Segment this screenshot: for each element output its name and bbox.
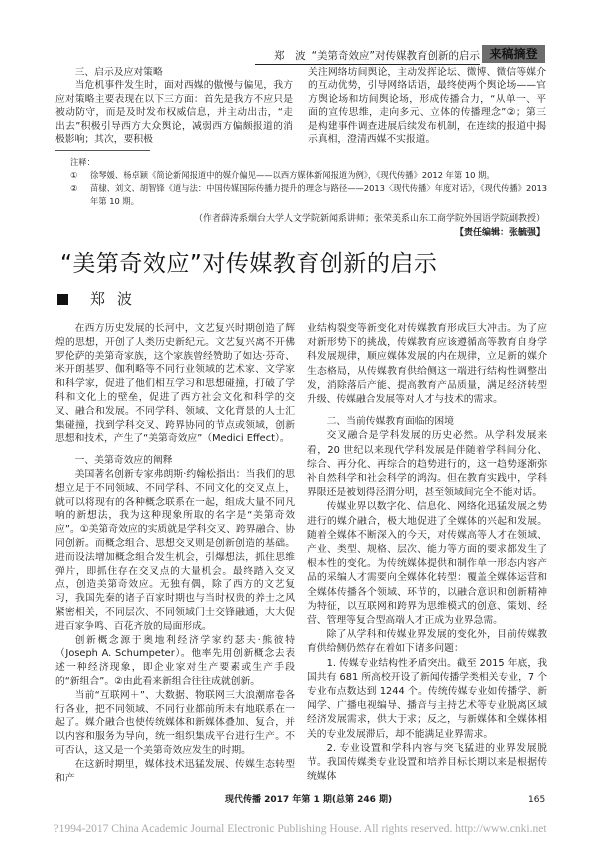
section-heading: 一、美第奇效应的阐释 [74,455,173,467]
running-head [255,48,480,65]
prev-article-left-column [55,66,293,146]
article-title: “美第奇效应”对传媒教育创新的启示 [60,251,438,277]
paragraph: 创新概念源于奥地利经济学家约瑟夫·熊彼特（Joseph A. Schumpeter）。他率先用创新概念去表述一种经济现象，即企业家对生产要素或生产手段的“新组合”。②由此看来新组合往往成就创新。 [55,634,295,687]
running-head-title: “美第奇效应”对传媒教育创新的启示 [311,50,480,62]
author-note: （作者薛涛系烟台大学人文学院新闻系讲师；张荣美系山东工商学院外国语学院副教授） [193,214,545,224]
paragraph: 业结构裂变等新变化对传媒教育形成巨大冲击。为了应对新形势下的挑战，传媒教育应该遵循高等教育自身学科发展规律，顺应媒体发展的内在规律，立足新的媒介生态格局，从传媒教育供给侧这一端进行结构性调整出发，消除落后产能、提高教育产品质量，满足经济转型升级、传媒融合发展等对人才与技术的需求。 [307,323,547,406]
paragraph: 交叉融合是学科发展的历史必然。从学科发展来看，20 世纪以来现代学科发展是伴随着学科间分化、综合、再分化、再综合的趋势进行的，这一趋势逐渐弥补自然科学和社会科学的鸿沟。但在教育实践中，学科界限还是被划得泾渭分明，甚至领域间完全不能对话。 [307,430,547,499]
paragraph: 美国著名创新专家弗朗斯·约翰松指出：当我们的思想立足于不同领域、不同学科、不同文化的交叉点上，就可以将现有的各种概念联系在一起，组成大量不同凡响的新想法，我为这种现象所取的名字是“美第奇效应”。①美第奇效应的实质就是学科交叉、跨界融合、协同创新。而概念组合、思想交叉则是创新创造的基础。进而设法增加概念组合发生机会，引爆想法，抓住思维弹片，即抓住存在交叉点的大量机会。最终踏入交叉点，创造美第奇效应。无独有偶，除了西方的文艺复习，我国先秦的诸子百家时期也与当时权贵的养士之风紧密相关，不同层次、不同领域门士交锋融通，大大促进百家争鸣、百花齐放的局面形成。 [55,468,295,632]
note-number: ① [70,170,78,180]
paragraph: 1. 传媒专业结构性矛盾突出。截至 2015 年底，我国共有 681 所高校开设了新闻传播学类相关专业，7 个专业布点数达到 1244 个。传统传媒专业如传播学、新闻学、广播电视编导、播音与主持艺术等专业脱离区域经济发展需求，供大于求；反之，与新媒体和全媒体相关的专业发展滞后，却不能满足业界需求。 [307,657,548,740]
paragraph: 当前“互联网＋”、大数据、物联网三大浪潮席卷各行各业，把不同领域、不同行业都前所未有地联系在一起了。媒介融合也使传统媒体和新媒体叠加、复合，并以内容和服务为导向，统一组织集成平台进行生产。不可否认，这又是一个美第奇效应发生的时期。 [55,689,295,756]
article-right-column [307,322,547,785]
section-gap [55,446,295,454]
running-head-author: 郑 波 [274,50,306,62]
notes-divider [55,150,150,151]
note-text: 徐琴媛、杨卓颖《简论新闻报道中的媒介偏见——以西方媒体新闻报道为例》，《现代传播》2012 年第 10 期。 [90,170,495,180]
author-attribution [194,212,545,240]
author-marker-icon [57,294,68,305]
note-text: 苗棣、刘文、胡智锋《道与法：中国传媒国际传播力提升的理念与路径——2013〈现代传播〉年度对话》，《现代传播》2013 年第 10 期。 [90,183,548,206]
note-item [70,169,550,182]
notes [70,156,550,208]
note-item [70,182,550,208]
notes-label: 注释： [70,157,95,167]
paragraph: 除了从学科和传媒业界发展的变化外，目前传媒教育供给侧仍然存在着如下诸多问题： [307,629,547,655]
journal-footer: 现代传播 2017 年第 1 期(总第 246 期) [225,795,393,805]
paragraph: 当危机事件发生时，面对西媒的傲慢与偏见，我方应对策略主要表现在以下三方面：首先是我方不应只是被动防守，而是及时发布权威信息，并主动出击，“走出去”积极引导西方大众舆论，减弱西方偏颇报道的消极影响；其次，要积极 [55,80,293,146]
prev-article-right-column [308,66,546,146]
section-heading: 二、当前传媒教育面临的困境 [326,416,454,428]
paragraph: 在西方历史发展的长河中，文艺复兴时期创造了辉煌的思想，开创了人类历史新纪元。文艺复兴离不开佛罗伦萨的美第奇家族，这个家族曾经赞助了如达·芬奇、米开朗基罗、伽利略等不同行业领域的艺术家、文学家和科学家，促进了他们相互学习和思想碰撞，打破了学科和文化上的壁垒，促进了西方社会文化和科学的交叉、融合和发展。不同学科、领域、文化背景的人士汇集碰撞，找到学科交叉、跨界协同的节点或领域，创新思想和技术，产生了“美第奇效应”（Medici Effect）。 [55,323,295,445]
paragraph: 传媒业界以数字化、信息化、网络化迅猛发展之势进行的媒介融合，极大地促进了全媒体的兴起和发展。随着全媒体不断深入的今天，对传媒高等人才在领域、产业、类型、规格、层次、能力等方面的要求都发生了根本性的变化。为传统媒体提供和制作单一形态内容产品的采编人才需要向全媒体化转型：覆盖全媒体运营和全媒体传播各个领域、环节的，以融合意识和创新精神为特征，以互联网和跨界为思维模式的创意、策划、经营、管理等复合型高端人才正成为业界急需。 [307,501,547,627]
author-name: 郑波 [90,290,145,308]
paragraph: 在这新时期里，媒体技术迅猛发展、传媒生态转型和产 [55,758,295,784]
section-gap [307,407,547,415]
paragraph: 关注网络坊间舆论，主动发挥论坛、微博、微信等媒介的互动优势，引导网络话语，最终使两个舆论场——官方舆论场和坊间舆论场，形成传播合力，“从单一、平面的宣传思维，走向多元、立体的传播理念”②；第三是构建事件调查进展后续发布机制，在连续的报道中揭示真相，澄清西媒不实报道。 [308,67,546,146]
page-number: 165 [528,795,546,805]
section-heading: 三、启示及应对策略 [74,67,163,78]
note-number: ② [70,183,78,193]
watermark: ?1994-2017 China Academic Journal Electronic Publishing House. All rights reserved. http://www.cnki.net [53,823,547,835]
article-left-column [55,322,295,785]
article-author [57,290,144,308]
editor-note: 【责任编辑：张毓强】 [454,228,545,238]
section-tag: 来稿摘登 [482,45,545,63]
paragraph: 2. 专业设置和学科内容与突飞猛进的业界发展脱节。我国传媒类专业设置和培养目标长期以来是根据传统媒体 [307,742,547,783]
